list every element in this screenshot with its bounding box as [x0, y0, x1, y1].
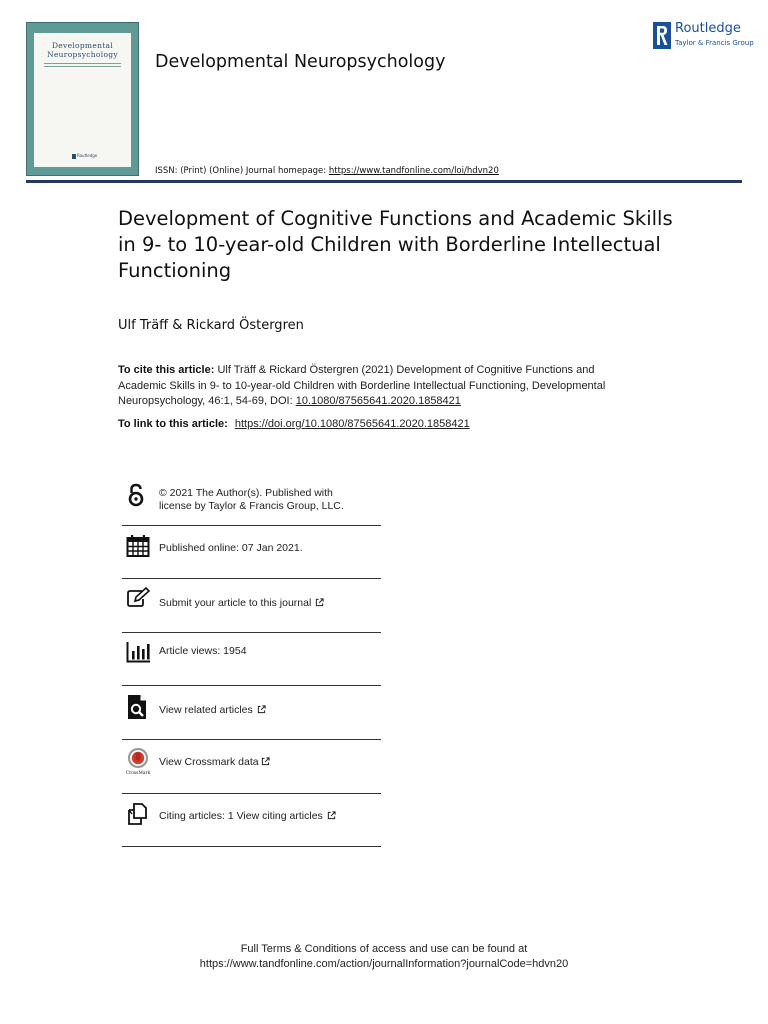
terms-footer: [0, 942, 768, 972]
cover-title-line-2: Neuropsychology: [47, 50, 118, 59]
edit-icon: [126, 587, 151, 609]
citing-articles-icon: [126, 802, 150, 826]
crossmark-caption: CrossMark: [125, 771, 151, 776]
citing-articles-label: Citing articles: 1 View citing articles: [159, 810, 323, 822]
article-link-line: [118, 418, 470, 430]
submit-article-row[interactable]: [122, 579, 381, 633]
cover-title-line-1: Developmental: [51, 41, 113, 50]
publisher-name: Routledge: [675, 21, 741, 36]
submit-article-label: Submit your article to this journal: [159, 597, 312, 609]
related-articles-label: View related articles: [159, 704, 253, 716]
cover-title: [34, 41, 131, 59]
bar-chart-icon: [126, 641, 151, 663]
citing-articles-link[interactable]: [159, 810, 336, 823]
external-link-icon: [261, 757, 270, 766]
article-title: Development of Cognitive Functions and Academic Skills in 9- to 10-year-old Children with Borderline Intellectual Functioning: [118, 207, 673, 282]
open-access-icon: [126, 482, 146, 508]
crossmark-link[interactable]: [159, 756, 270, 769]
open-access-row: [122, 476, 381, 526]
routledge-logo-icon: [653, 22, 671, 49]
article-views-row: [122, 633, 381, 686]
related-articles-row[interactable]: [122, 686, 381, 740]
license-text: © 2021 The Author(s). Published with license by Taylor & Francis Group, LLC.: [159, 487, 344, 512]
cover-publisher-label: Routledge: [77, 153, 98, 158]
published-online-text: Published online: 07 Jan 2021.: [159, 542, 303, 554]
citing-articles-row[interactable]: [122, 794, 381, 847]
submit-article-link[interactable]: [159, 597, 324, 610]
search-document-icon: [126, 694, 148, 720]
published-online-row: [122, 526, 381, 579]
crossmark-icon: [125, 748, 153, 776]
crossmark-row[interactable]: [122, 740, 381, 794]
citation-block: [118, 363, 638, 410]
footer-terms-text: Full Terms & Conditions of access and use can be found at: [240, 943, 528, 955]
related-articles-link[interactable]: [159, 704, 266, 717]
article-info-list: [122, 476, 381, 847]
calendar-icon: [126, 534, 150, 558]
doi-link[interactable]: 10.1080/87565641.2020.1858421: [295, 395, 461, 408]
publisher-subtitle: Taylor & Francis Group: [675, 39, 754, 47]
cover-rule: [44, 63, 121, 64]
crossmark-label: View Crossmark data: [159, 756, 259, 768]
article-link-label: To link to this article:: [118, 418, 228, 430]
issn-line: [155, 166, 499, 176]
header-divider: [26, 180, 742, 183]
journal-cover-image: [26, 22, 139, 176]
external-link-icon: [257, 705, 266, 714]
external-link-icon: [315, 598, 324, 607]
article-views-text: Article views: 1954: [159, 645, 247, 657]
cover-publisher-mark: [72, 153, 97, 159]
article-doi-url-link[interactable]: https://doi.org/10.1080/87565641.2020.1858421: [234, 418, 470, 430]
citation-text: Ulf Träff & Rickard Östergren (2021) Development of Cognitive Functions and Academic Skills in 9- to 10-year-old Children with Borderline Intellectual Functioning, Developmental Neuropsychology, 46:1, 54-69, DOI:: [118, 364, 606, 408]
article-authors: Ulf Träff & Rickard Östergren: [118, 318, 304, 333]
external-link-icon: [327, 811, 336, 820]
journal-homepage-link[interactable]: https://www.tandfonline.com/loi/hdvn20: [328, 166, 499, 176]
cover-rule: [44, 66, 121, 67]
footer-terms-url[interactable]: https://www.tandfonline.com/action/journalInformation?journalCode=hdvn20: [199, 958, 569, 970]
journal-name: Developmental Neuropsychology: [155, 52, 446, 72]
issn-text: ISSN: (Print) (Online) Journal homepage:: [155, 166, 327, 176]
citation-label: To cite this article:: [118, 364, 215, 376]
